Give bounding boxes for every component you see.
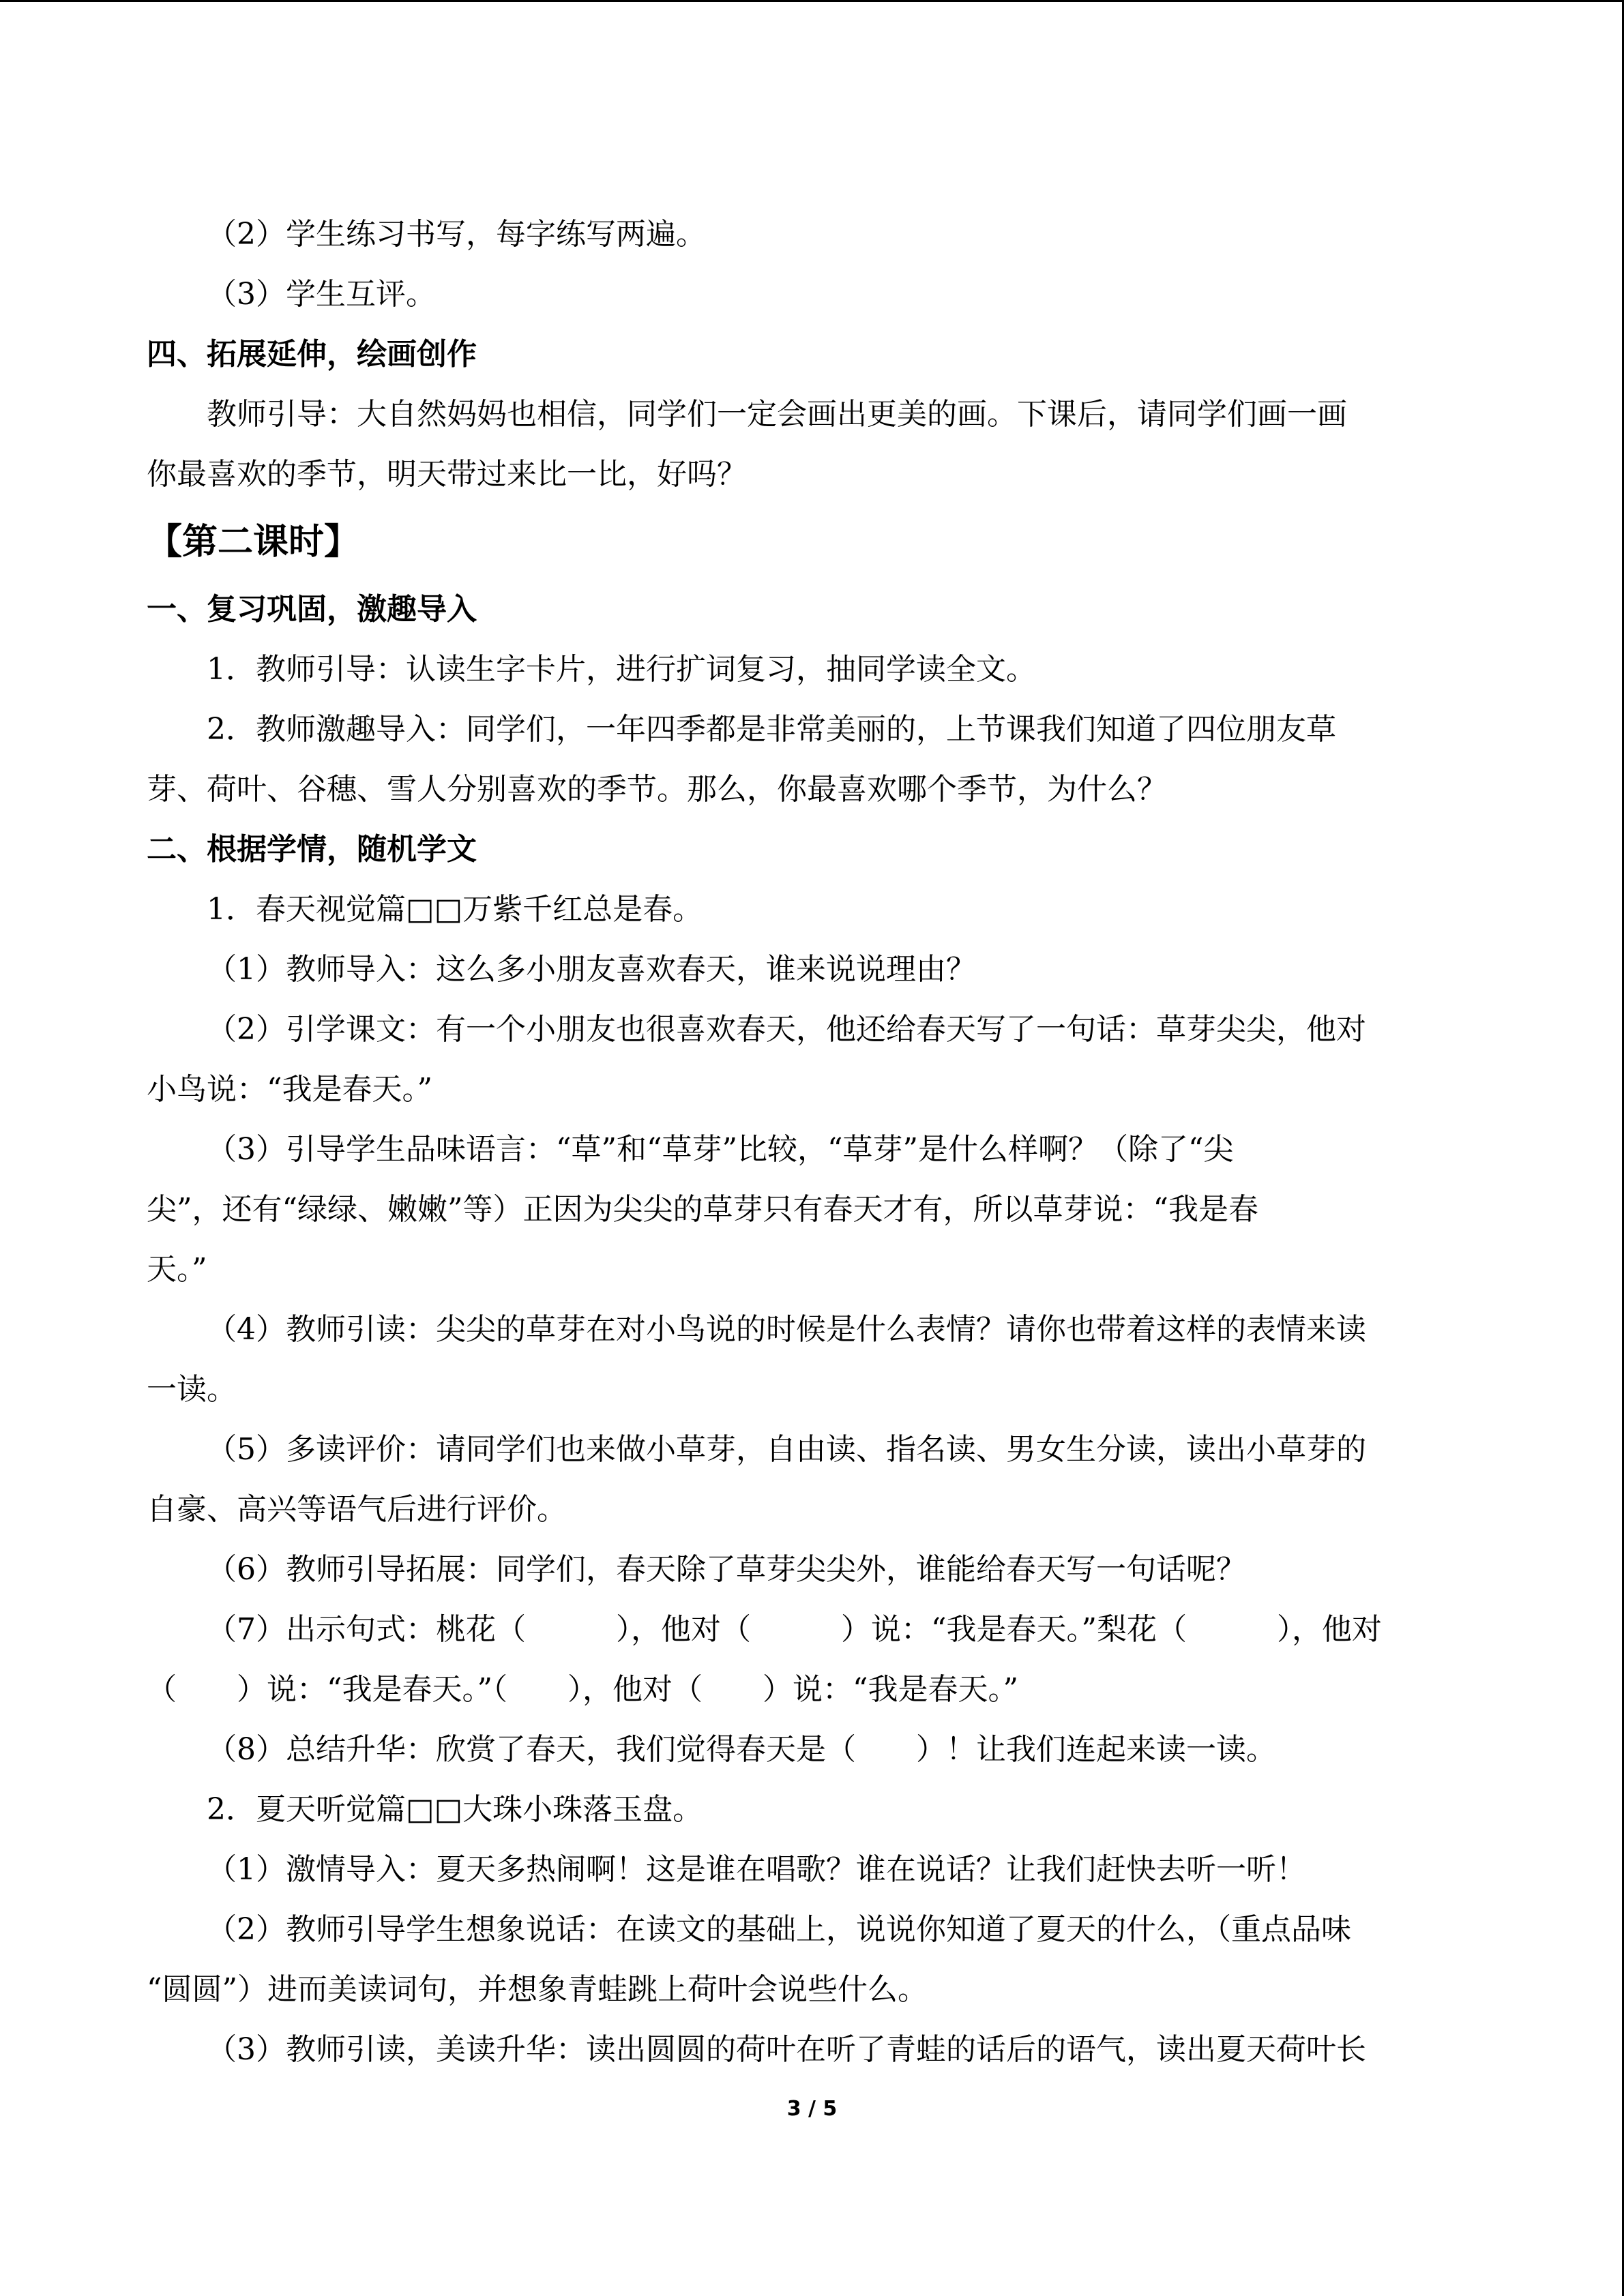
text-line: （2）引学课文：有一个小朋友也很喜欢春天，他还给春天写了一句话：草芽尖尖，他对 xyxy=(207,1012,1366,1047)
page-top-border xyxy=(0,0,1624,2)
section-heading: 一、复习巩固，激趣导入 xyxy=(147,592,477,627)
text-line: 你最喜欢的季节，明天带过来比一比，好吗？ xyxy=(147,457,747,492)
text-line: （3）引导学生品味语言：“草”和“草芽”比较，“草芽”是什么样啊？（除了“尖 xyxy=(207,1132,1234,1167)
text-line: （6）教师引导拓展：同学们，春天除了草芽尖尖外，谁能给春天写一句话呢？ xyxy=(207,1552,1246,1587)
text-line: （1）教师导入：这么多小朋友喜欢春天，谁来说说理由？ xyxy=(207,952,976,987)
text-line: 天。” xyxy=(147,1252,207,1287)
text-line: 自豪、高兴等语气后进行评价。 xyxy=(147,1492,567,1527)
section-heading: 四、拓展延伸，绘画创作 xyxy=(147,337,477,372)
page-number: 3 / 5 xyxy=(786,2097,838,2121)
lesson-title: 【第二课时】 xyxy=(147,522,360,563)
text-line: 2．教师激趣导入：同学们，一年四季都是非常美丽的，上节课我们知道了四位朋友草 xyxy=(207,712,1336,747)
text-line: “圆圆”）进而美读词句，并想象青蛙跳上荷叶会说些什么。 xyxy=(147,1972,928,2007)
text-line: （3）学生互评。 xyxy=(207,277,436,312)
text-line: 芽、荷叶、谷穗、雪人分别喜欢的季节。那么，你最喜欢哪个季节，为什么？ xyxy=(147,772,1167,807)
section-heading: 二、根据学情，随机学文 xyxy=(147,832,477,867)
text-line: （8）总结升华：欣赏了春天，我们觉得春天是（ ）！让我们连起来读一读。 xyxy=(207,1732,1276,1767)
text-line: 2．夏天听觉篇□□大珠小珠落玉盘。 xyxy=(207,1792,703,1827)
text-line: （4）教师引读：尖尖的草芽在对小鸟说的时候是什么表情？请你也带着这样的表情来读 xyxy=(207,1312,1366,1347)
document-body xyxy=(147,205,1477,2080)
text-line: （1）激情导入：夏天多热闹啊！这是谁在唱歌？谁在说话？让我们赶快去听一听！ xyxy=(207,1852,1306,1887)
text-line: 小鸟说：“我是春天。” xyxy=(147,1072,432,1107)
text-line: 1．春天视觉篇□□万紫千红总是春。 xyxy=(207,892,703,927)
text-line: （ ）说：“我是春天。”（ ），他对（ ）说：“我是春天。” xyxy=(147,1672,1018,1707)
text-line: （7）出示句式：桃花（ ），他对（ ）说：“我是春天。”梨花（ ），他对 xyxy=(207,1612,1382,1647)
text-line: 1．教师引导：认读生字卡片，进行扩词复习，抽同学读全文。 xyxy=(207,652,1036,687)
text-line: 尖”，还有“绿绿、嫩嫩”等）正因为尖尖的草芽只有春天才有，所以草芽说：“我是春 xyxy=(147,1192,1258,1227)
text-line: （5）多读评价：请同学们也来做小草芽，自由读、指名读、男女生分读，读出小草芽的 xyxy=(207,1432,1366,1467)
text-line: （2）教师引导学生想象说话：在读文的基础上，说说你知道了夏天的什么，（重点品味 xyxy=(207,1912,1351,1947)
text-line: 一读。 xyxy=(147,1372,237,1407)
text-line: 教师引导：大自然妈妈也相信，同学们一定会画出更美的画。下课后，请同学们画一画 xyxy=(207,397,1347,432)
text-line: （3）教师引读，美读升华：读出圆圆的荷叶在听了青蛙的话后的语气，读出夏天荷叶长 xyxy=(207,2032,1366,2067)
text-line: （2）学生练习书写，每字练写两遍。 xyxy=(207,217,706,252)
